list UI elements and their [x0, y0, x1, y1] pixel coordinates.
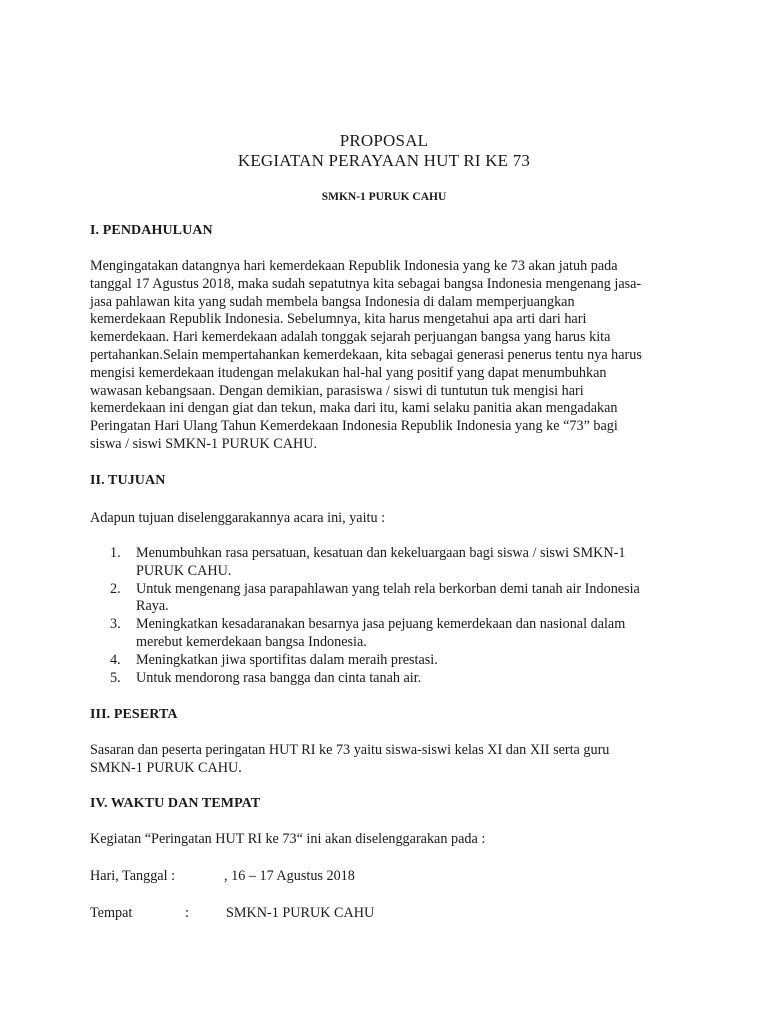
section-heading-peserta: III. PESERTA	[90, 707, 178, 722]
list-item-text: PURUK CAHU.	[136, 562, 232, 579]
section-heading-tujuan: II. TUJUAN	[90, 473, 166, 488]
place-value: SMKN-1 PURUK CAHU	[226, 905, 375, 921]
paragraph-pendahuluan	[90, 258, 690, 454]
document-title: PROPOSAL	[339, 131, 429, 150]
list-item-text: merebut kemerdekaan bangsa Indonesia.	[136, 633, 367, 650]
list-item-text: Raya.	[136, 598, 169, 615]
list-number: 5.	[110, 669, 121, 686]
document-subtitle: KEGIATAN PERAYAAN HUT RI KE 73	[237, 151, 531, 170]
list-number: 4.	[110, 651, 121, 668]
date-value: , 16 – 17 Agustus 2018	[224, 868, 355, 884]
list-item-text: Meningkatkan kesadaranakan besarnya jasa pejuang kemerdekaan dan nasional dalam	[136, 616, 626, 633]
paragraph-line: tanggal 17 Agustus 2018, maka sudah sepatutnya kita sebagai bangsa Indonesia mengenang jasa-	[90, 275, 642, 292]
paragraph-line: kemerdekaan ini dengan giat dan tekun, maka dari itu, kami selaku panitia akan mengadakan	[90, 400, 618, 417]
list-item	[90, 670, 690, 688]
paragraph-line: Sasaran dan peserta peringatan HUT RI ke 73 yaitu siswa-siswi kelas XI dan XII serta guru	[90, 742, 610, 758]
list-item	[90, 616, 690, 652]
paragraph-line: pertahankan.Selain mempertahankan kemerdekaan, kita sebagai generasi penerus tentu nya harus	[90, 346, 642, 363]
place-label: Tempat	[90, 905, 133, 921]
list-item	[90, 652, 690, 670]
waktu-intro: Kegiatan “Peringatan HUT RI ke 73“ ini akan diselenggarakan pada :	[90, 831, 486, 847]
section-heading-waktu-tempat: IV. WAKTU DAN TEMPAT	[90, 796, 261, 811]
school-name: SMKN-1 PURUK CAHU	[321, 191, 447, 203]
section-heading-pendahuluan: I. PENDAHULUAN	[90, 223, 213, 238]
paragraph-line: SMKN-1 PURUK CAHU.	[90, 759, 242, 776]
list-item-text: Meningkatkan jiwa sportifitas dalam meraih prestasi.	[136, 651, 438, 668]
paragraph-line: jasa pahlawan kita yang sudah membela bangsa Indonesia di dalam memperjuangkan	[90, 293, 575, 310]
list-number: 1.	[110, 545, 121, 561]
list-number: 3.	[110, 616, 121, 633]
list-item	[90, 545, 690, 581]
paragraph-line: wawasan kebangsaan. Dengan demikian, parasiswa / siswi di tuntutun tuk mengisi hari	[90, 382, 584, 399]
paragraph-line: kemerdekaan. Hari kemerdekaan adalah tonggak sejarah perjuangan bangsa yang harus kita	[90, 329, 611, 346]
list-number: 2.	[110, 580, 121, 597]
place-colon: :	[185, 905, 189, 921]
tujuan-list	[90, 545, 690, 687]
paragraph-peserta	[90, 742, 690, 778]
paragraph-line: siswa / siswi SMKN-1 PURUK CAHU.	[90, 435, 318, 452]
paragraph-line: Peringatan Hari Ulang Tahun Kemerdekaan Indonesia Republik Indonesia yang ke “73” bagi	[90, 418, 618, 435]
list-item-text: Menumbuhkan rasa persatuan, kesatuan dan kekeluargaan bagi siswa / siswi SMKN-1	[136, 545, 626, 561]
paragraph-line: Mengingatakan datangnya hari kemerdekaan Republik Indonesia yang ke 73 akan jatuh pada	[90, 258, 618, 274]
list-item-text: Untuk mengenang jasa parapahlawan yang telah rela berkorban demi tanah air Indonesia	[136, 580, 640, 597]
date-label: Hari, Tanggal :	[90, 868, 176, 884]
list-item-text: Untuk mendorong rasa bangga dan cinta tanah air.	[136, 669, 422, 686]
paragraph-line: kemerdekaan Republik Indonesia. Sebelumnya, kita harus mengetahui apa arti dari hari	[90, 311, 587, 328]
list-item	[90, 581, 690, 617]
tujuan-intro: Adapun tujuan diselenggarakannya acara ini, yaitu :	[90, 510, 386, 526]
paragraph-line: mengisi kemerdekaan itudengan melakukan hal-hal yang positif yang dapat menumbuhkan	[90, 364, 607, 381]
